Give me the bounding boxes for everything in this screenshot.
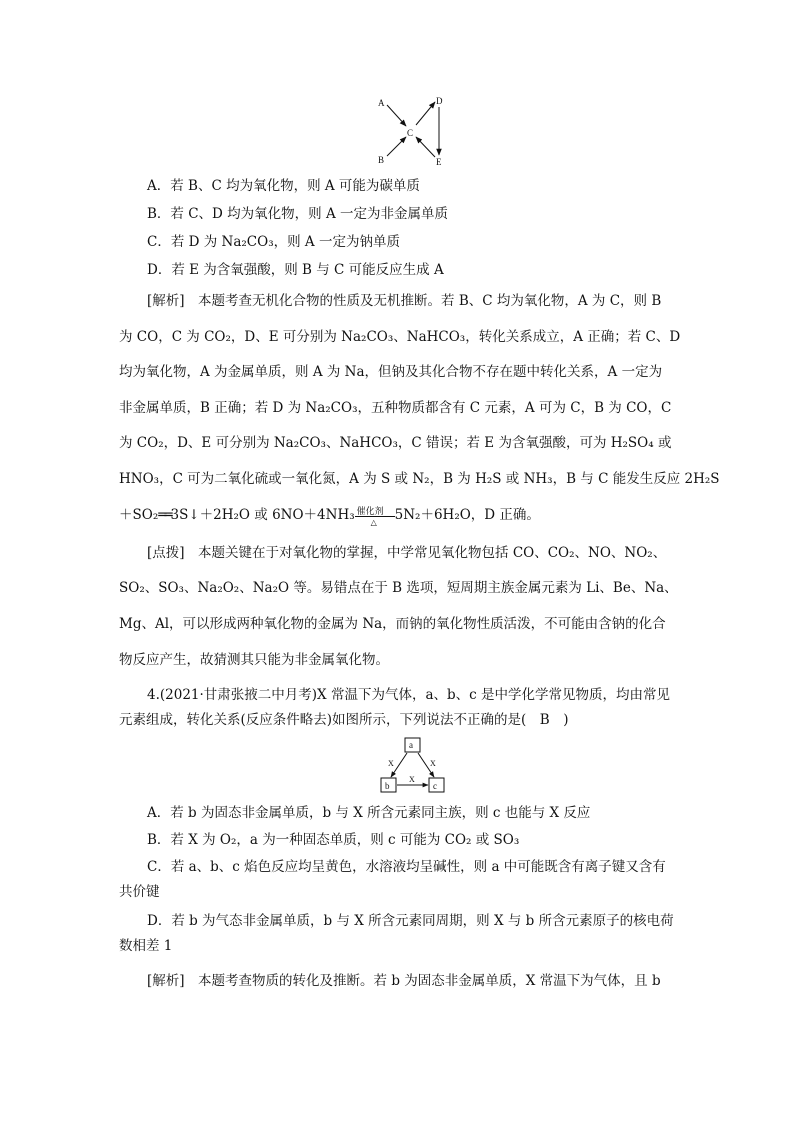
arrow-b-to-c — [387, 137, 406, 156]
label-e: E — [436, 157, 442, 167]
q3-analysis-line-6: HNO₃，C 可为二氧化硫或一氧化氮，A 为 S 或 N₂，B 为 H₂S 或 NH₃，B 与 C 能发生反应 2H₂S — [119, 471, 720, 487]
equation-part-1: ＋SO₂ — [119, 507, 159, 523]
q3-option-c: C．若 D 为 Na₂CO₃，则 A 一定为钠单质 — [147, 234, 400, 250]
arrow-c-to-d — [416, 102, 435, 125]
catalyst-condition — [355, 505, 395, 525]
q3-option-a: A．若 B、C 均为氧化物，则 A 可能为碳单质 — [147, 178, 420, 194]
arrow-e-to-c — [416, 137, 435, 157]
q3-analysis-line-2: 为 CO，C 为 CO₂，D、E 可分别为 Na₂CO₃、NaHCO₃，转化关系成立，A 正确；若 C、D — [119, 329, 681, 345]
label-x-bottom: X — [409, 775, 415, 784]
q4-option-d-line-1: D．若 b 为气态非金属单质，b 与 X 所含元素同周期，则 X 与 b 所含元素原子的核电荷 — [147, 913, 674, 929]
label-x-left: X — [388, 759, 394, 768]
q4-option-d-line-2: 数相差 1 — [119, 938, 173, 954]
label-box-b: b — [385, 781, 390, 791]
q3-tip-line-2: SO₂、SO₃、Na₂O₂、Na₂O 等。易错点在于 B 选项，短周期主族金属元素为 Li、Be、Na、 — [119, 580, 678, 596]
q4-stem-line-1: 4.(2021·甘肃张掖二中月考)X 常温下为气体，a、b、c 是中学化学常见物质，均由常见 — [147, 687, 671, 703]
label-box-c: c — [433, 781, 437, 791]
q4-analysis-line-1: [解析] 本题考查物质的转化及推断。若 b 为固态非金属单质，X 常温下为气体，且 b — [147, 973, 661, 989]
catalyst-label: 催化剂 — [356, 507, 384, 517]
q3-analysis-line-3: 均为氧化物，A 为金属单质，则 A 为 Na，但钠及其化合物不存在题中转化关系，A 一定为 — [119, 364, 663, 380]
q3-tip-line-3: Mg、Al，可以形成两种氧化物的金属为 Na，而钠的氧化物性质活泼，不可能由含钠的化合 — [119, 616, 666, 632]
label-c: C — [407, 128, 414, 138]
label-d: D — [436, 96, 443, 106]
q4-option-c-line-2: 共价键 — [119, 884, 160, 900]
q4-option-c-line-1: C．若 a、b、c 焰色反应均呈黄色，水溶液均呈碱性，则 a 中可能既含有离子键又含有 — [147, 859, 666, 875]
arrow-a-to-c — [387, 105, 406, 126]
q4-option-a: A．若 b 为固态非金属单质，b 与 X 所含元素同主族，则 c 也能与 X 反应 — [147, 805, 591, 821]
label-a: A — [378, 98, 385, 108]
q4-option-b: B．若 X 为 O₂，a 为一种固态单质，则 c 可能为 CO₂ 或 SO₃ — [147, 832, 520, 848]
label-x-right: X — [430, 759, 436, 768]
q3-analysis-line-1: [解析] 本题考查无机化合物的性质及无机推断。若 B、C 均为氧化物，A 为 C，则 B — [147, 293, 662, 309]
q3-analysis-line-4: 非金属单质，B 正确；若 D 为 Na₂CO₃，五种物质都含有 C 元素，A 可为 C，B 为 CO，C — [119, 400, 672, 416]
label-b: B — [378, 155, 385, 165]
reaction-diagram-2 — [375, 736, 450, 796]
equal-sign: ══ — [158, 507, 171, 523]
reaction-diagram-1 — [368, 92, 458, 168]
heat-symbol: △ — [370, 518, 377, 527]
q3-analysis-line-5: 为 CO₂，D、E 可分别为 Na₂CO₃、NaHCO₃，C 错误；若 E 为含氧强酸，可为 H₂SO₄ 或 — [119, 435, 672, 451]
label-box-a: a — [409, 740, 413, 750]
q3-tip-line-1: [点拨] 本题关键在于对氧化物的掌握，中学常见氧化物包括 CO、CO₂、NO、NO₂、 — [147, 545, 667, 561]
q3-analysis-line-7 — [119, 505, 540, 525]
q3-option-d: D．若 E 为含氧强酸，则 B 与 C 可能反应生成 A — [147, 262, 444, 278]
equation-part-3: 5N₂＋6H₂O，D 正确。 — [394, 507, 540, 523]
q4-stem-line-2: 元素组成，转化关系(反应条件略去)如图所示，下列说法不正确的是( B ) — [119, 712, 569, 728]
q3-tip-line-4: 物反应产生，故猜测其只能为非金属氧化物。 — [119, 652, 389, 668]
q3-option-b: B．若 C、D 均为氧化物，则 A 一定为非金属单质 — [147, 206, 448, 222]
equation-part-2: 3S↓＋2H₂O 或 6NO＋4NH₃ — [170, 507, 355, 523]
